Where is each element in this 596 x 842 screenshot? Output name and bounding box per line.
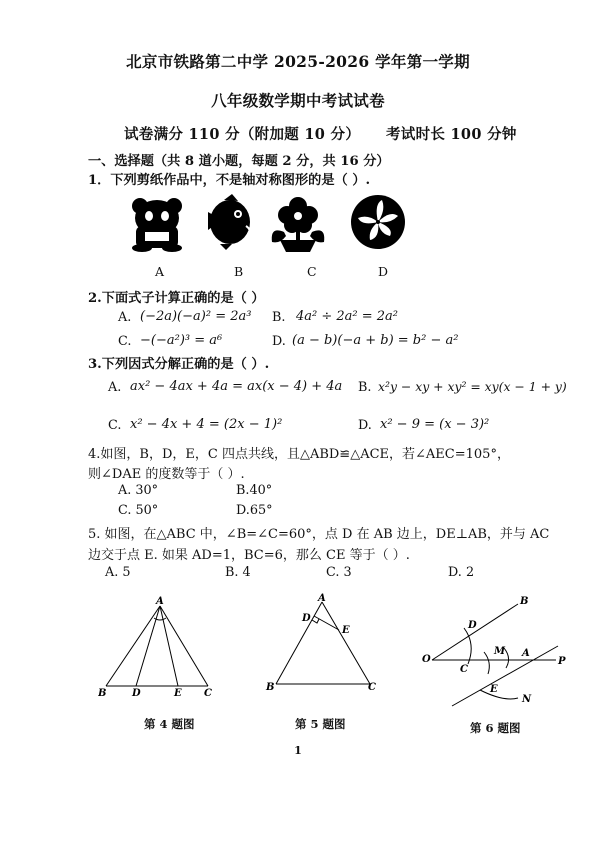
question-1-label-d: D	[378, 264, 389, 279]
figure-5-diagram	[262, 592, 382, 696]
point-label: E	[490, 684, 498, 695]
question-2-stem: 2.下面式子计算正确的是（ ）	[88, 291, 265, 306]
page-number: 1	[294, 744, 302, 757]
question-2-option-a: (−2a)(−a)² = 2a³	[140, 309, 252, 324]
question-2-option-d-label: D.	[272, 334, 286, 349]
question-2-option-b-label: B.	[272, 310, 286, 325]
question-4-option-b: B.40°	[236, 483, 273, 498]
question-5-stem-line2: 边交于点 E. 如果 AD=1，BC=6，那么 CE 等于（ ）.	[88, 548, 410, 563]
question-1-label-b: B	[234, 264, 244, 279]
point-label: D	[468, 620, 477, 631]
point-label: O	[422, 654, 431, 665]
question-5-option-b: B. 4	[225, 565, 251, 580]
figure-5-caption: 第 5 题图	[295, 717, 346, 731]
exam-time-info: 考试时长 100 分钟	[386, 126, 517, 143]
point-label: A	[522, 648, 530, 659]
figure-4-caption: 第 4 题图	[144, 717, 195, 731]
question-3-option-b-label: B.	[358, 380, 372, 395]
question-4-stem-line2: 则∠DAE 的度数等于（ ）.	[88, 467, 245, 482]
point-label: D	[302, 613, 311, 624]
point-label: B	[520, 596, 529, 607]
question-4-option-a: A. 30°	[118, 483, 159, 498]
point-label: M	[494, 646, 506, 657]
exam-title: 北京市铁路第二中学 2025-2026 学年第一学期	[126, 52, 470, 71]
exam-score-info: 试卷满分 110 分（附加题 10 分）	[124, 126, 361, 143]
figure-6-diagram	[418, 594, 568, 712]
point-label: B	[98, 688, 107, 698]
exam-subtitle: 八年级数学期中考试试卷	[211, 91, 385, 110]
flower-pot-silhouette-icon	[272, 197, 325, 252]
point-label: C	[368, 682, 376, 693]
question-4-option-c: C. 50°	[118, 503, 159, 518]
point-label: A	[156, 596, 164, 607]
question-1-label-a: A	[155, 264, 165, 279]
question-5-stem-line1: 5. 如图，在△ABC 中，∠B=∠C=60°，点 D 在 AB 边上，DE⊥AB，并与 AC	[88, 527, 550, 542]
point-label: N	[522, 694, 532, 705]
question-3-option-a: ax² − 4ax + 4a = ax(x − 4) + 4a	[130, 379, 343, 394]
question-5-option-c: C. 3	[326, 565, 352, 580]
point-label: A	[318, 593, 326, 604]
point-label: B	[266, 682, 275, 693]
question-4-stem-line1: 4.如图，B，D，E，C 四点共线，且△ABD≌△ACE，若∠AEC=105°，	[88, 447, 510, 462]
point-label: P	[558, 656, 566, 667]
question-4-option-d: D.65°	[236, 503, 273, 518]
figure-6-caption: 第 6 题图	[470, 721, 521, 735]
question-3-option-a-label: A.	[108, 380, 122, 395]
question-2-option-b: 4a² ÷ 2a² = 2a²	[296, 309, 399, 324]
question-5-option-a: A. 5	[105, 565, 131, 580]
question-2-option-d: (a − b)(−a + b) = b² − a²	[292, 333, 459, 348]
question-3-option-c: x² − 4x + 4 = (2x − 1)²	[130, 417, 283, 432]
question-2-option-c-label: C.	[118, 334, 132, 349]
point-label: C	[204, 688, 212, 698]
panda-silhouette-icon	[132, 198, 182, 252]
question-1-figures	[128, 192, 418, 256]
figure-4-diagram	[98, 596, 218, 698]
question-3-option-d-label: D.	[358, 418, 372, 433]
question-3-option-d: x² − 9 = (x − 3)²	[380, 417, 490, 432]
question-2-option-a-label: A.	[118, 310, 132, 325]
question-1-stem: 1．下列剪纸作品中，不是轴对称图形的是（ ）.	[88, 173, 371, 188]
question-2-option-c: −(−a²)³ = a⁶	[140, 333, 223, 348]
question-3-option-b: x²y − xy + xy² = xy(x − 1 + y)	[378, 379, 567, 394]
point-label: E	[174, 688, 182, 698]
question-5-option-d: D. 2	[448, 565, 475, 580]
section-heading: 一、选择题（共 8 道小题，每题 2 分，共 16 分）	[88, 154, 390, 169]
question-3-stem: 3.下列因式分解正确的是（ ）.	[88, 357, 270, 372]
point-label: C	[460, 664, 468, 675]
question-3-option-c-label: C.	[108, 418, 122, 433]
point-label: D	[132, 688, 141, 698]
question-1-label-c: C	[307, 264, 317, 279]
fish-silhouette-icon	[208, 194, 250, 250]
point-label: E	[342, 625, 350, 636]
bauhinia-flower-icon	[351, 195, 405, 249]
